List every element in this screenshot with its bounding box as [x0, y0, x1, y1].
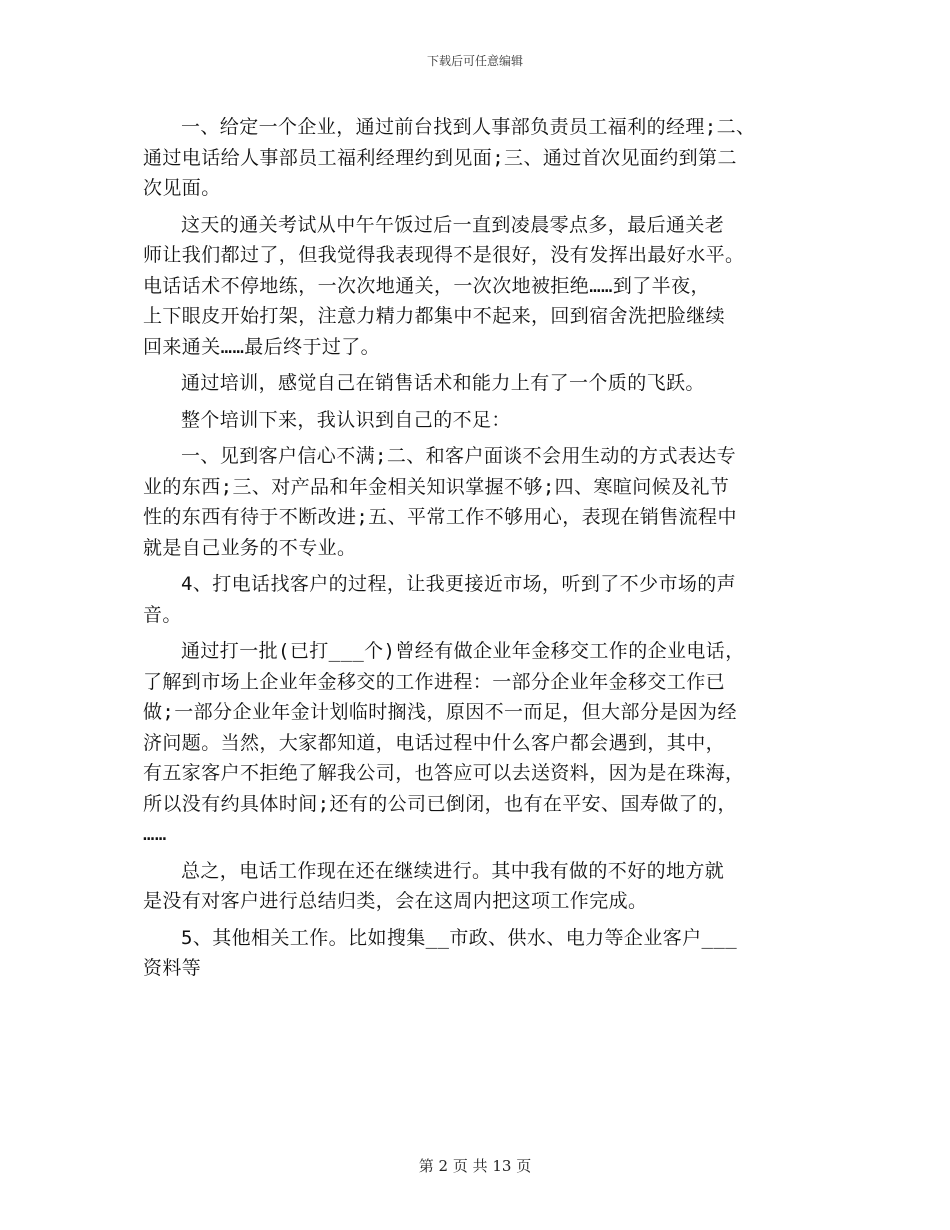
text-line: 了解到市场上企业年金移交的工作进程：一部分企业年金移交工作已 [143, 670, 726, 693]
paragraph-3 [143, 368, 811, 399]
text-line: 通过打一批(已打___个)曾经有做企业年金移交工作的企业电话， [181, 640, 745, 662]
text-line: 通过培训，感觉自己在销售话术和能力上有了一个质的飞跃。 [181, 372, 705, 394]
text-line: 通过电话给人事部员工福利经理约到见面;三、通过首次见面约到第二 [143, 146, 737, 169]
text-line: 业的东西;三、对产品和年金相关知识掌握不够;四、寒暄问候及礼节 [143, 475, 730, 498]
paragraph-7 [143, 636, 811, 850]
text-line: 总之，电话工作现在还在继续进行。其中我有做的不好的地方就 [181, 859, 725, 882]
text-line: 整个培训下来，我认识到自己的不足： [181, 408, 511, 431]
document-body [143, 112, 811, 990]
text-line: 一、见到客户信心不满;二、和客户面谈不会用生动的方式表达专 [181, 445, 737, 467]
page-footer: 第 2 页 共 13 页 [418, 1157, 532, 1175]
text-line: 一、给定一个企业，通过前台找到人事部负责员工福利的经理;二、 [181, 116, 756, 138]
text-line: 所以没有约具体时间;还有的公司已倒闭，也有在平安、国寿做了的， [143, 792, 737, 815]
text-line: 济问题。当然，大家都知道，电话过程中什么客户都会遇到，其中， [143, 731, 726, 754]
paragraph-2 [143, 210, 811, 363]
text-line: 性的东西有待于不断改进;五、平常工作不够用心，表现在销售流程中 [143, 506, 737, 528]
text-line: …… [143, 823, 167, 845]
paragraph-8 [143, 856, 811, 917]
text-line: 4、打电话找客户的过程，让我更接近市场，听到了不少市场的声 [181, 573, 737, 595]
text-line: 就是自己业务的不专业。 [143, 536, 357, 559]
text-line: 回来通关……最后终于过了。 [143, 335, 381, 358]
paragraph-4 [143, 405, 811, 436]
text-line: 是没有对客户进行总结归类，会在这周内把这项工作完成。 [143, 890, 648, 912]
paragraph-6 [143, 569, 811, 630]
text-line: 资料等 [143, 957, 202, 979]
text-line: 次见面。 [143, 177, 221, 199]
page-header: 下载后可任意编辑 [426, 54, 523, 68]
text-line: 电话话术不停地练，一次次地通关，一次次地被拒绝……到了半夜， [143, 274, 710, 297]
text-line: 师让我们都过了，但我觉得我表现得不是很好，没有发挥出最好水平。 [143, 244, 745, 266]
paragraph-1 [143, 112, 811, 204]
text-line: 有五家客户不拒绝了解我公司，也答应可以去送资料，因为是在珠海， [143, 762, 745, 784]
text-line: 上下眼皮开始打架，注意力精力都集中不起来，回到宿舍洗把脸继续 [143, 305, 726, 327]
paragraph-5 [143, 441, 811, 563]
text-line: 音。 [143, 603, 182, 626]
text-line: 这天的通关考试从中午午饭过后一直到凌晨零点多，最后通关老 [181, 213, 725, 236]
text-line: 5、其他相关工作。比如搜集__市政、供水、电力等企业客户___ [181, 926, 738, 949]
text-line: 做;一部分企业年金计划临时搁浅，原因不一而足，但大部分是因为经 [143, 701, 737, 723]
paragraph-9 [143, 923, 811, 984]
